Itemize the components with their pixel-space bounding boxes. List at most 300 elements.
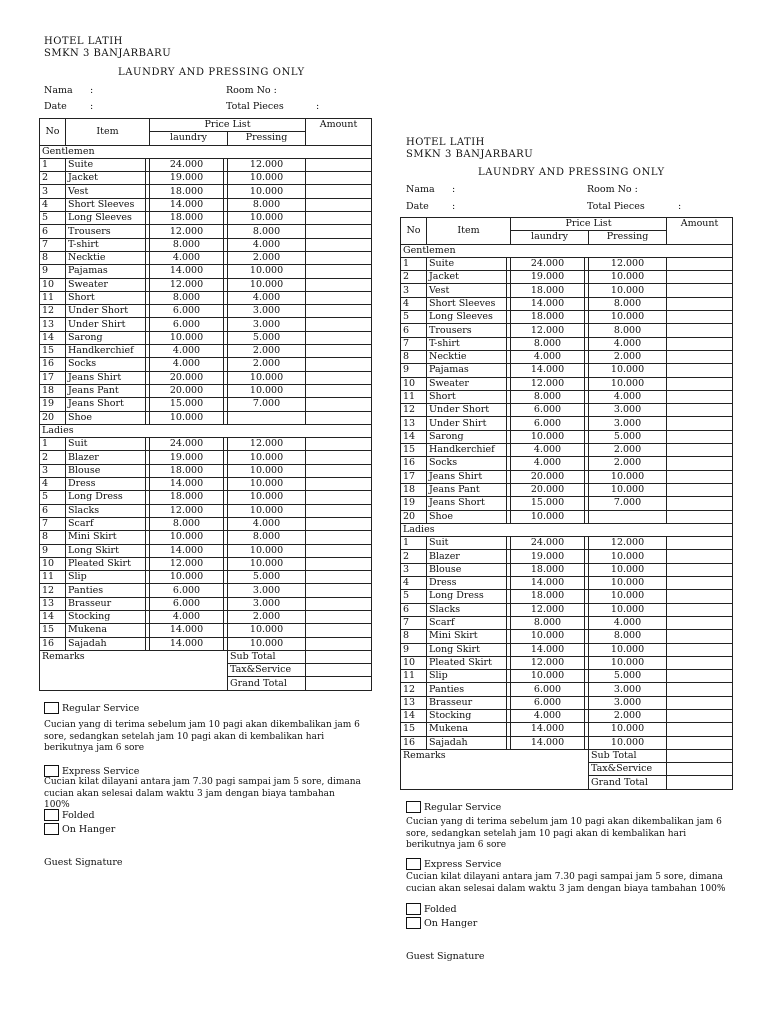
table-row: [40, 238, 372, 251]
row-amount[interactable]: [306, 597, 372, 610]
table-row: [401, 311, 733, 324]
row-amount[interactable]: [667, 550, 733, 563]
row-item: Sweater: [66, 278, 146, 291]
row-amount[interactable]: [667, 404, 733, 417]
row-amount[interactable]: [667, 656, 733, 669]
section-label: Gentlemen: [40, 145, 372, 158]
express-service-checkbox[interactable]: [406, 858, 421, 870]
row-pressing: 4.000: [589, 390, 667, 403]
row-laundry: 6.000: [150, 584, 224, 597]
folded-label: Folded: [424, 903, 457, 915]
row-amount[interactable]: [667, 297, 733, 310]
row-pressing: 3.000: [589, 404, 667, 417]
row-item: T-shirt: [66, 238, 146, 251]
folded-option[interactable]: [44, 809, 95, 821]
row-amount[interactable]: [306, 225, 372, 238]
price-list-table: [400, 217, 733, 790]
table-row: [40, 158, 372, 171]
row-amount[interactable]: [306, 398, 372, 411]
row-no: 1: [401, 537, 427, 550]
table-row: [401, 497, 733, 510]
row-pressing: 10.000: [228, 265, 306, 278]
row-laundry: 24.000: [511, 537, 585, 550]
hotel-header: [406, 137, 533, 161]
row-amount[interactable]: [306, 517, 372, 530]
table-row: [40, 544, 372, 557]
row-no: 17: [40, 371, 66, 384]
row-amount[interactable]: [306, 278, 372, 291]
regular-service-option[interactable]: [406, 801, 501, 813]
row-pressing: [589, 510, 667, 523]
row-no: 20: [401, 510, 427, 523]
table-row: [401, 736, 733, 749]
table-row: [40, 278, 372, 291]
row-pressing: 7.000: [228, 398, 306, 411]
row-item: Brasseur: [427, 696, 507, 709]
table-row: [40, 212, 372, 225]
row-amount[interactable]: [306, 438, 372, 451]
row-item: Long Dress: [66, 491, 146, 504]
row-amount[interactable]: [667, 457, 733, 470]
row-amount[interactable]: [306, 238, 372, 251]
row-pressing: 10.000: [589, 643, 667, 656]
grand-total-amount[interactable]: [667, 776, 733, 789]
row-amount[interactable]: [306, 571, 372, 584]
row-no: 5: [40, 212, 66, 225]
table-row: [40, 517, 372, 530]
date-colon: :: [90, 101, 94, 112]
express-service-option[interactable]: [44, 765, 139, 777]
row-no: 11: [401, 390, 427, 403]
table-row: [401, 377, 733, 390]
row-amount[interactable]: [667, 417, 733, 430]
folded-label: Folded: [62, 809, 95, 821]
row-amount[interactable]: [306, 637, 372, 650]
table-row: [40, 225, 372, 238]
row-amount[interactable]: [667, 723, 733, 736]
row-item: Suite: [66, 158, 146, 171]
grand-total-label: Grand Total: [228, 677, 306, 690]
table-row: [401, 656, 733, 669]
row-amount[interactable]: [667, 337, 733, 350]
grand-total-amount[interactable]: [306, 677, 372, 690]
nama-colon: :: [452, 184, 456, 195]
row-laundry: 8.000: [150, 517, 224, 530]
row-laundry: 19.000: [150, 172, 224, 185]
row-item: Short Sleeves: [66, 198, 146, 211]
row-pressing: 3.000: [228, 584, 306, 597]
row-no: 2: [401, 271, 427, 284]
row-pressing: 7.000: [589, 497, 667, 510]
row-item: Trousers: [427, 324, 507, 337]
row-amount[interactable]: [306, 198, 372, 211]
sub-total-label: Sub Total: [589, 749, 667, 762]
row-item: Dress: [427, 577, 507, 590]
header-pressing: Pressing: [589, 231, 667, 244]
folded-option[interactable]: [406, 903, 457, 915]
table-row: [40, 557, 372, 570]
on-hanger-checkbox[interactable]: [406, 917, 421, 929]
row-item: Blouse: [427, 563, 507, 576]
folded-checkbox[interactable]: [44, 809, 59, 821]
row-pressing: 10.000: [228, 637, 306, 650]
express-service-option[interactable]: [406, 858, 501, 870]
table-row: [401, 616, 733, 629]
sub-total-amount[interactable]: [306, 650, 372, 663]
row-item: Under Shirt: [427, 417, 507, 430]
on-hanger-label: On Hanger: [424, 917, 478, 929]
row-pressing: 10.000: [228, 504, 306, 517]
row-laundry: 4.000: [511, 709, 585, 722]
row-amount[interactable]: [306, 491, 372, 504]
table-row: [40, 198, 372, 211]
row-laundry: 6.000: [150, 305, 224, 318]
table-row: [40, 624, 372, 637]
row-no: 20: [40, 411, 66, 424]
row-pressing: 5.000: [589, 430, 667, 443]
row-item: Long Sleeves: [427, 311, 507, 324]
row-pressing: 12.000: [589, 537, 667, 550]
row-laundry: 6.000: [511, 417, 585, 430]
row-amount[interactable]: [306, 265, 372, 278]
row-no: 15: [40, 624, 66, 637]
row-laundry: 20.000: [150, 371, 224, 384]
row-amount[interactable]: [667, 683, 733, 696]
folded-checkbox[interactable]: [406, 903, 421, 915]
row-pressing: 12.000: [589, 257, 667, 270]
table-row: [401, 457, 733, 470]
express-service-checkbox[interactable]: [44, 765, 59, 777]
express-service-description: Cucian kilat dilayani antara jam 7.30 pagi sampai jam 5 sore, dimana cucian akan selesai dalam waktu 3 jam dengan biaya tambahan 100%: [44, 777, 361, 810]
table-row: [40, 597, 372, 610]
row-item: Long Dress: [427, 590, 507, 603]
row-pressing: 2.000: [589, 709, 667, 722]
row-amount[interactable]: [667, 257, 733, 270]
row-no: 8: [401, 630, 427, 643]
row-pressing: 2.000: [228, 251, 306, 264]
section-label: Ladies: [40, 424, 372, 437]
row-amount[interactable]: [306, 531, 372, 544]
table-row: [401, 257, 733, 270]
row-amount[interactable]: [667, 377, 733, 390]
on-hanger-option[interactable]: [44, 823, 115, 835]
row-amount[interactable]: [667, 577, 733, 590]
row-no: 1: [401, 257, 427, 270]
row-pressing: 2.000: [589, 444, 667, 457]
row-item: Necktie: [427, 350, 507, 363]
row-item: Stocking: [66, 610, 146, 623]
row-amount[interactable]: [667, 603, 733, 616]
row-amount[interactable]: [306, 345, 372, 358]
row-pressing: 10.000: [589, 563, 667, 576]
regular-service-option[interactable]: [44, 702, 139, 714]
row-amount[interactable]: [667, 470, 733, 483]
table-row: [40, 491, 372, 504]
row-pressing: 5.000: [228, 571, 306, 584]
row-no: 10: [40, 278, 66, 291]
header-item: Item: [66, 119, 150, 146]
row-amount[interactable]: [667, 537, 733, 550]
row-amount[interactable]: [667, 444, 733, 457]
row-amount[interactable]: [667, 616, 733, 629]
row-no: 14: [401, 709, 427, 722]
table-row: [40, 398, 372, 411]
row-pressing: 10.000: [228, 172, 306, 185]
row-laundry: 8.000: [511, 616, 585, 629]
row-pressing: 8.000: [228, 198, 306, 211]
table-row: [401, 590, 733, 603]
row-pressing: 4.000: [228, 291, 306, 304]
row-pressing: 10.000: [228, 371, 306, 384]
hotel-name: HOTEL LATIH: [44, 36, 123, 47]
row-amount[interactable]: [306, 358, 372, 371]
row-amount[interactable]: [306, 185, 372, 198]
row-amount[interactable]: [306, 504, 372, 517]
row-item: Jeans Shirt: [66, 371, 146, 384]
row-pressing: 3.000: [589, 683, 667, 696]
table-row: [401, 577, 733, 590]
table-row: [401, 670, 733, 683]
row-amount[interactable]: [306, 384, 372, 397]
row-item: Jeans Pant: [66, 384, 146, 397]
row-pressing: 8.000: [228, 531, 306, 544]
row-amount[interactable]: [667, 510, 733, 523]
row-pressing: 2.000: [228, 610, 306, 623]
row-amount[interactable]: [306, 305, 372, 318]
row-pressing: 10.000: [589, 311, 667, 324]
row-amount[interactable]: [306, 212, 372, 225]
table-row: [40, 610, 372, 623]
table-row: [401, 404, 733, 417]
table-row: [40, 358, 372, 371]
row-amount[interactable]: [306, 291, 372, 304]
row-no: 6: [40, 504, 66, 517]
table-row: [40, 305, 372, 318]
room-no-label: Room No :: [226, 85, 277, 96]
row-amount[interactable]: [306, 451, 372, 464]
row-no: 15: [40, 345, 66, 358]
tax-service-amount[interactable]: [306, 664, 372, 677]
row-no: 6: [40, 225, 66, 238]
row-amount[interactable]: [306, 544, 372, 557]
table-row: [401, 643, 733, 656]
row-item: Socks: [66, 358, 146, 371]
nama-label: Nama: [406, 184, 435, 195]
row-amount[interactable]: [667, 643, 733, 656]
section-label: Gentlemen: [401, 244, 733, 257]
row-item: Slip: [427, 670, 507, 683]
row-amount[interactable]: [667, 630, 733, 643]
row-laundry: 14.000: [511, 364, 585, 377]
tax-service-label: Tax&Service: [589, 763, 667, 776]
regular-service-label: Regular Service: [424, 801, 502, 813]
row-laundry: 6.000: [150, 597, 224, 610]
form-title: LAUNDRY AND PRESSING ONLY: [478, 167, 665, 178]
row-item: Vest: [427, 284, 507, 297]
row-item: Pajamas: [427, 364, 507, 377]
row-laundry: 10.000: [150, 411, 224, 424]
table-row: [401, 390, 733, 403]
table-row: [40, 172, 372, 185]
row-amount[interactable]: [667, 696, 733, 709]
row-amount[interactable]: [667, 563, 733, 576]
row-item: Panties: [427, 683, 507, 696]
row-pressing: 4.000: [228, 517, 306, 530]
row-item: Shoe: [66, 411, 146, 424]
table-row: [401, 284, 733, 297]
table-row: [40, 251, 372, 264]
row-laundry: 14.000: [511, 736, 585, 749]
row-item: Handkerchief: [427, 444, 507, 457]
row-pressing: 10.000: [589, 284, 667, 297]
row-laundry: 8.000: [150, 238, 224, 251]
row-laundry: 20.000: [511, 470, 585, 483]
row-amount[interactable]: [667, 271, 733, 284]
row-amount[interactable]: [667, 483, 733, 496]
row-item: Long Skirt: [66, 544, 146, 557]
row-no: 4: [401, 297, 427, 310]
on-hanger-checkbox[interactable]: [44, 823, 59, 835]
row-amount[interactable]: [306, 464, 372, 477]
table-row: [40, 531, 372, 544]
remarks-label: Remarks: [40, 650, 228, 690]
row-amount[interactable]: [667, 364, 733, 377]
row-amount[interactable]: [667, 430, 733, 443]
table-row: [401, 683, 733, 696]
row-amount[interactable]: [667, 324, 733, 337]
regular-service-checkbox[interactable]: [44, 702, 59, 714]
row-item: Jeans Short: [427, 497, 507, 510]
row-laundry: 15.000: [511, 497, 585, 510]
row-no: 18: [40, 384, 66, 397]
row-amount[interactable]: [667, 350, 733, 363]
row-laundry: 18.000: [150, 185, 224, 198]
row-item: Slip: [66, 571, 146, 584]
row-item: Jeans Shirt: [427, 470, 507, 483]
row-pressing: 10.000: [589, 470, 667, 483]
row-pressing: 4.000: [228, 238, 306, 251]
table-row: [401, 563, 733, 576]
regular-service-checkbox[interactable]: [406, 801, 421, 813]
row-laundry: 14.000: [150, 544, 224, 557]
header-amount: Amount: [306, 119, 372, 146]
row-item: Pleated Skirt: [66, 557, 146, 570]
row-laundry: 10.000: [511, 630, 585, 643]
row-laundry: 15.000: [150, 398, 224, 411]
table-row: [401, 510, 733, 523]
form-title: LAUNDRY AND PRESSING ONLY: [118, 67, 305, 78]
row-laundry: 18.000: [150, 212, 224, 225]
row-amount[interactable]: [306, 331, 372, 344]
row-no: 4: [40, 198, 66, 211]
row-laundry: 8.000: [150, 291, 224, 304]
table-row: [40, 411, 372, 424]
row-amount[interactable]: [667, 311, 733, 324]
row-amount[interactable]: [306, 318, 372, 331]
row-no: 8: [40, 531, 66, 544]
row-no: 14: [40, 610, 66, 623]
row-pressing: 10.000: [589, 550, 667, 563]
total-pieces-colon: :: [316, 101, 320, 112]
row-amount[interactable]: [306, 158, 372, 171]
row-amount[interactable]: [306, 172, 372, 185]
table-row: [401, 470, 733, 483]
row-no: 8: [40, 251, 66, 264]
row-no: 10: [40, 557, 66, 570]
row-amount[interactable]: [667, 390, 733, 403]
row-amount[interactable]: [306, 584, 372, 597]
row-pressing: 10.000: [589, 577, 667, 590]
table-row: [401, 271, 733, 284]
nama-label: Nama: [44, 85, 73, 96]
row-item: Long Skirt: [427, 643, 507, 656]
row-pressing: 4.000: [589, 337, 667, 350]
row-laundry: 14.000: [511, 577, 585, 590]
row-pressing: 10.000: [589, 364, 667, 377]
row-amount[interactable]: [306, 411, 372, 424]
row-pressing: 12.000: [228, 158, 306, 171]
row-item: Under Short: [427, 404, 507, 417]
row-pressing: 10.000: [228, 278, 306, 291]
on-hanger-option[interactable]: [406, 917, 477, 929]
row-no: 15: [401, 444, 427, 457]
row-no: 5: [40, 491, 66, 504]
row-no: 16: [401, 457, 427, 470]
row-item: Under Short: [66, 305, 146, 318]
row-laundry: 6.000: [511, 683, 585, 696]
table-row: [40, 478, 372, 491]
row-laundry: 4.000: [150, 345, 224, 358]
row-no: 8: [401, 350, 427, 363]
row-pressing: 10.000: [228, 185, 306, 198]
row-no: 2: [401, 550, 427, 563]
row-amount[interactable]: [667, 590, 733, 603]
row-laundry: 14.000: [150, 478, 224, 491]
row-amount[interactable]: [667, 709, 733, 722]
table-row: [401, 430, 733, 443]
row-no: 12: [401, 683, 427, 696]
row-no: 1: [40, 438, 66, 451]
table-row: [40, 584, 372, 597]
row-amount[interactable]: [667, 670, 733, 683]
tax-service-amount[interactable]: [667, 763, 733, 776]
row-pressing: 10.000: [228, 451, 306, 464]
row-laundry: 10.000: [150, 331, 224, 344]
row-amount[interactable]: [306, 610, 372, 623]
table-row: [401, 696, 733, 709]
row-laundry: 6.000: [511, 696, 585, 709]
row-no: 14: [40, 331, 66, 344]
row-amount[interactable]: [306, 557, 372, 570]
row-amount[interactable]: [306, 624, 372, 637]
row-amount[interactable]: [306, 371, 372, 384]
row-laundry: 10.000: [511, 510, 585, 523]
row-pressing: 3.000: [228, 305, 306, 318]
row-no: 4: [401, 577, 427, 590]
row-no: 19: [40, 398, 66, 411]
regular-service-description: Cucian yang di terima sebelum jam 10 pagi akan dikembalikan jam 6 sore, sedangkan setelah jam 10 pagi akan di kembalikan hari berikutnya jam 6 sore: [44, 720, 360, 753]
row-amount[interactable]: [306, 478, 372, 491]
row-amount[interactable]: [667, 497, 733, 510]
row-pressing: 10.000: [228, 478, 306, 491]
row-amount[interactable]: [667, 736, 733, 749]
sub-total-amount[interactable]: [667, 749, 733, 762]
row-laundry: 4.000: [511, 444, 585, 457]
row-amount[interactable]: [306, 251, 372, 264]
row-amount[interactable]: [667, 284, 733, 297]
row-no: 17: [401, 470, 427, 483]
row-laundry: 24.000: [150, 158, 224, 171]
